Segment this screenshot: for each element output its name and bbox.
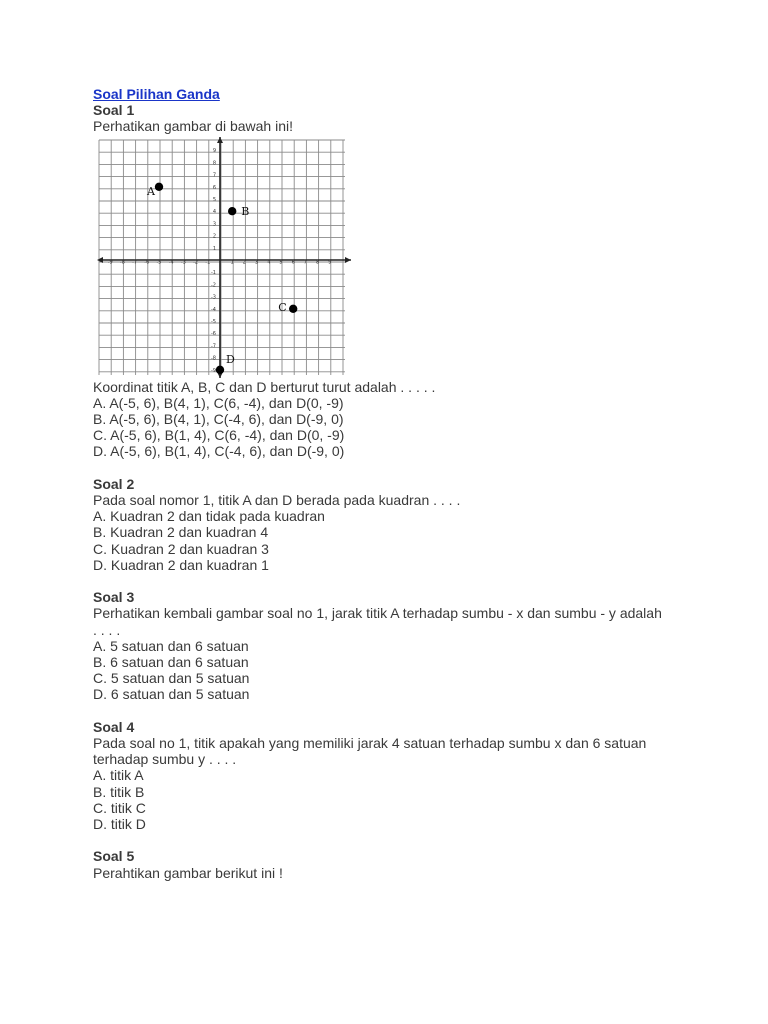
y-tick-label: -3 xyxy=(211,294,216,301)
coordinate-graph xyxy=(95,135,355,379)
y-tick-label: 9 xyxy=(212,147,216,154)
x-tick-label: -3 xyxy=(180,259,186,266)
soal-5-title: Soal 5 xyxy=(93,848,135,865)
soal-4-option-b: B. titik B xyxy=(93,783,145,800)
point-label-d: D xyxy=(226,352,235,366)
x-tick-label: -1 xyxy=(205,259,211,266)
point-d xyxy=(216,365,224,373)
y-tick-label: -9 xyxy=(211,367,216,374)
heading-link[interactable]: Soal Pilihan Ganda xyxy=(93,86,220,102)
soal-4-option-d: D. titik D xyxy=(93,816,146,833)
y-tick-label: -7 xyxy=(211,343,216,350)
y-tick-label: -4 xyxy=(211,306,216,313)
soal-1-option-c: C. A(-5, 6), B(1, 4), C(6, -4), dan D(0, -9) xyxy=(93,427,345,444)
x-tick-label: 2 xyxy=(242,259,246,266)
soal-3-option-c: C. 5 satuan dan 5 satuan xyxy=(93,670,250,687)
x-tick-label: 8 xyxy=(316,259,320,266)
soal-4-question: Pada soal no 1, titik apakah yang memiliki jarak 4 satuan terhadap sumbu x dan 6 satuan terhadap sumbu y . . . . xyxy=(93,735,647,768)
x-tick-label: -7 xyxy=(132,259,138,266)
document-body xyxy=(93,86,713,881)
x-tick-label: -2 xyxy=(193,259,199,266)
y-tick-label: 4 xyxy=(212,208,216,215)
soal-3-option-d: D. 6 satuan dan 5 satuan xyxy=(93,686,250,703)
x-tick-label: -6 xyxy=(144,259,150,266)
y-tick-label: 2 xyxy=(212,233,216,240)
soal-3-option-a: A. 5 satuan dan 6 satuan xyxy=(93,637,249,654)
x-tick-label: 6 xyxy=(291,259,295,266)
y-tick-label: -1 xyxy=(211,269,216,276)
y-tick-label: 7 xyxy=(212,172,216,179)
soal-2-question: Pada soal nomor 1, titik A dan D berada pada kuadran . . . . xyxy=(93,492,461,509)
soal-3-question: Perhatikan kembali gambar soal no 1, jarak titik A terhadap sumbu - x dan sumbu - y adalah . . . . xyxy=(93,605,662,638)
x-tick-label: -8 xyxy=(119,259,125,266)
soal-1-title: Soal 1 xyxy=(93,102,135,119)
point-label-a: A xyxy=(147,184,155,198)
y-tick-label: 5 xyxy=(212,196,216,203)
y-tick-label: 3 xyxy=(212,221,216,228)
x-tick-label: 5 xyxy=(279,259,283,266)
y-tick-label: -6 xyxy=(211,330,216,337)
soal-4-option-a: A. titik A xyxy=(93,767,144,784)
soal-2-title: Soal 2 xyxy=(93,475,135,492)
soal-3-title: Soal 3 xyxy=(93,589,135,606)
soal-1-option-d: D. A(-5, 6), B(1, 4), C(-4, 6), dan D(-9, 0) xyxy=(93,443,345,460)
soal-1-intro: Perhatikan gambar di bawah ini! xyxy=(93,118,294,135)
y-tick-label: -8 xyxy=(211,355,216,362)
soal-3-option-b: B. 6 satuan dan 6 satuan xyxy=(93,654,249,671)
x-tick-label: 4 xyxy=(267,259,271,266)
x-axis-arrow-icon xyxy=(345,257,351,263)
soal-2-option-d: D. Kuadran 2 dan kuadran 1 xyxy=(93,556,269,573)
y-tick-label: 6 xyxy=(212,184,216,191)
x-tick-label: 7 xyxy=(303,259,307,266)
x-tick-label: 1 xyxy=(230,259,234,266)
x-tick-label: -4 xyxy=(168,259,174,266)
soal-1-option-a: A. A(-5, 6), B(4, 1), C(6, -4), dan D(0, -9) xyxy=(93,394,344,411)
y-tick-label: -2 xyxy=(211,282,216,289)
soal-4-title: Soal 4 xyxy=(93,718,135,735)
x-tick-label: -5 xyxy=(156,259,162,266)
point-a xyxy=(155,182,163,190)
soal-1-option-b: B. A(-5, 6), B(4, 1), C(-4, 6), dan D(-9, 0) xyxy=(93,411,344,428)
x-tick-label: -9 xyxy=(107,259,113,266)
y-tick-label: 8 xyxy=(212,160,216,167)
soal-2-option-a: A. Kuadran 2 dan tidak pada kuadran xyxy=(93,508,325,525)
x-tick-label: 3 xyxy=(255,259,259,266)
y-tick-label: 1 xyxy=(212,245,216,252)
point-b xyxy=(228,207,236,215)
x-tick-label: 9 xyxy=(328,259,332,266)
point-c xyxy=(289,304,297,312)
soal-4-option-c: C. titik C xyxy=(93,799,146,816)
soal-5-intro: Perahtikan gambar berikut ini ! xyxy=(93,864,283,881)
point-label-b: B xyxy=(241,204,250,218)
y-tick-label: -5 xyxy=(211,318,216,325)
point-label-c: C xyxy=(278,300,287,314)
soal-1-question: Koordinat titik A, B, C dan D berturut turut adalah . . . . . xyxy=(93,378,436,395)
soal-2-option-b: B. Kuadran 2 dan kuadran 4 xyxy=(93,524,269,541)
coordinate-graph-svg xyxy=(95,135,355,379)
soal-2-option-c: C. Kuadran 2 dan kuadran 3 xyxy=(93,540,269,557)
